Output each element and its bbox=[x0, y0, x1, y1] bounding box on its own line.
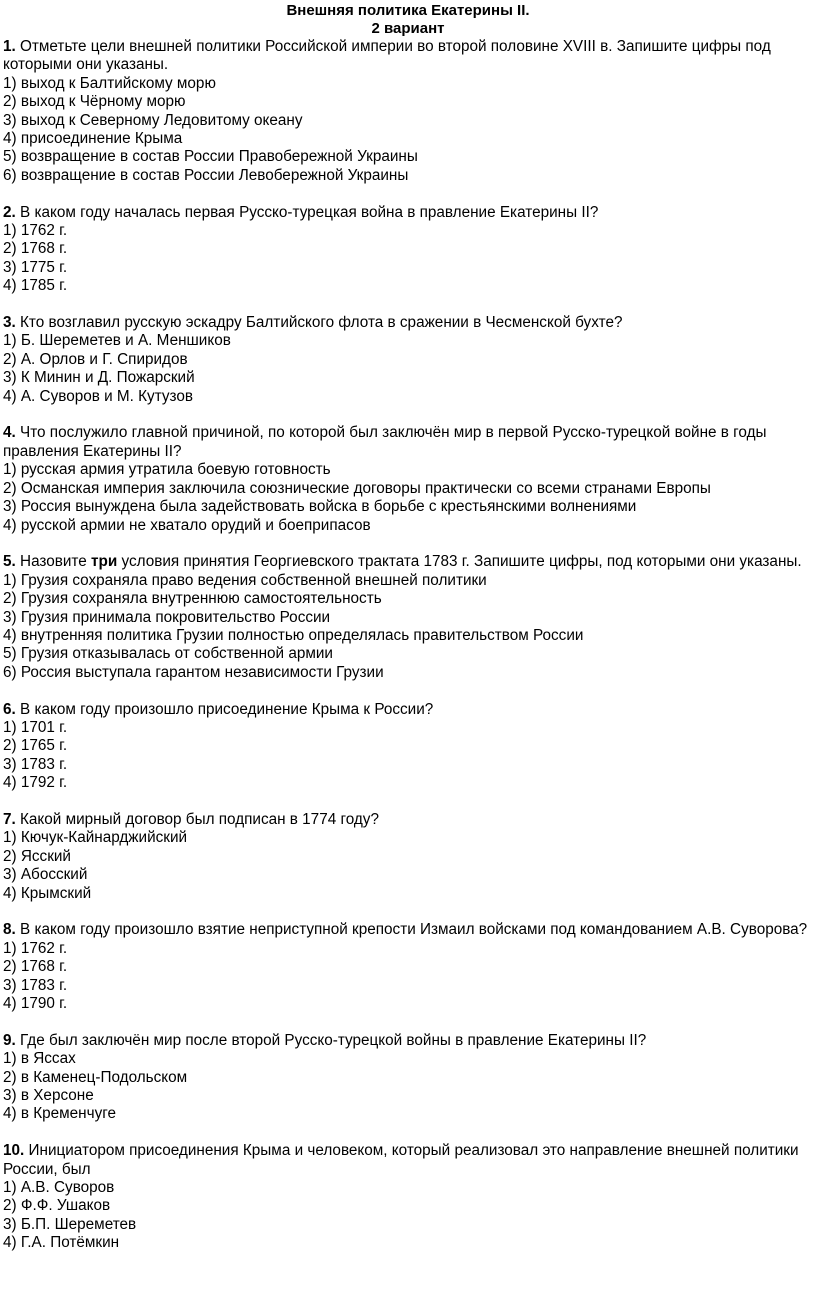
answer-option: 2) А. Орлов и Г. Спиридов bbox=[3, 350, 188, 368]
question-number: 3. bbox=[3, 314, 16, 332]
answer-option: 3) Б.П. Шереметев bbox=[3, 1215, 137, 1233]
answer-option: 3) 1783 г. bbox=[3, 976, 68, 994]
question-text: В каком году произошло взятие неприступной крепости Измаил войсками под командованием А.В. Суворова? bbox=[20, 921, 808, 939]
question-stem bbox=[3, 1142, 810, 1179]
question-10 bbox=[3, 1142, 810, 1252]
question-3 bbox=[3, 314, 810, 406]
question-2 bbox=[3, 204, 810, 296]
answer-option: 4) Г.А. Потёмкин bbox=[3, 1234, 120, 1252]
answer-option: 3) 1775 г. bbox=[3, 258, 68, 276]
question-9 bbox=[3, 1032, 810, 1124]
question-text-end: условия принятия Георгиевского трактата 1783 г. Запишите цифры, под которыми они указаны. bbox=[121, 553, 802, 571]
answer-option: 4) 1785 г. bbox=[3, 277, 68, 295]
answer-option: 2) 1765 г. bbox=[3, 737, 68, 755]
question-number: 6. bbox=[3, 700, 16, 718]
question-text-start: Назовите bbox=[20, 553, 87, 571]
answer-option: 2) выход к Чёрному морю bbox=[3, 93, 186, 111]
answer-option: 4) 1790 г. bbox=[3, 995, 68, 1013]
answer-option: 4) Крымский bbox=[3, 884, 92, 902]
answer-option: 3) Грузия принимала покровительство России bbox=[3, 608, 331, 626]
answer-option: 2) в Каменец-Подольском bbox=[3, 1068, 188, 1086]
question-stem bbox=[3, 811, 810, 829]
answer-option: 3) К Минин и Д. Пожарский bbox=[3, 369, 195, 387]
question-stem bbox=[3, 204, 810, 222]
question-text: Инициатором присоединения Крыма и человеком, который реализовал это направление внешней политики России, был bbox=[3, 1142, 799, 1178]
question-text: Отметьте цели внешней политики Российской империи во второй половине XVIII в. Запишите цифры под которыми они указаны. bbox=[3, 38, 771, 74]
question-emphasis: три bbox=[91, 553, 118, 571]
answer-option: 2) Ясский bbox=[3, 847, 71, 865]
answer-option: 1) в Яссах bbox=[3, 1050, 76, 1068]
answer-option: 1) русская армия утратила боевую готовность bbox=[3, 461, 331, 479]
question-8 bbox=[3, 921, 810, 1013]
answer-option: 4) 1792 г. bbox=[3, 774, 68, 792]
question-number: 4. bbox=[3, 424, 16, 442]
question-text: Какой мирный договор был подписан в 1774 году? bbox=[20, 810, 379, 828]
document-title: Внешняя политика Екатерины II. bbox=[286, 2, 530, 19]
answer-option: 2) 1768 г. bbox=[3, 240, 68, 258]
question-text: Где был заключён мир после второй Русско-турецкой войны в правление Екатерины II? bbox=[20, 1031, 647, 1049]
question-number: 2. bbox=[3, 203, 16, 221]
answer-option: 1) А.В. Суворов bbox=[3, 1179, 115, 1197]
answer-option: 1) Б. Шереметев и А. Меншиков bbox=[3, 332, 231, 350]
answer-option: 1) Грузия сохраняла право ведения собственной внешней политики bbox=[3, 571, 487, 589]
answer-option: 3) Абосский bbox=[3, 866, 88, 884]
answer-option: 2) Грузия сохраняла внутреннюю самостоятельность bbox=[3, 590, 382, 608]
answer-option: 4) внутренняя политика Грузии полностью определялась правительством России bbox=[3, 626, 584, 644]
question-text: Кто возглавил русскую эскадру Балтийского флота в сражении в Чесменской бухте? bbox=[20, 314, 623, 332]
answer-option: 2) Ф.Ф. Ушаков bbox=[3, 1197, 111, 1215]
answer-option: 6) Россия выступала гарантом независимости Грузии bbox=[3, 663, 384, 681]
answer-option: 4) А. Суворов и М. Кутузов bbox=[3, 387, 194, 405]
answer-option: 1) 1762 г. bbox=[3, 939, 68, 957]
questions-list bbox=[0, 38, 816, 1253]
answer-option: 3) 1783 г. bbox=[3, 755, 68, 773]
question-number: 1. bbox=[3, 38, 16, 55]
answer-option: 4) в Кременчуге bbox=[3, 1105, 116, 1123]
answer-option: 1) 1762 г. bbox=[3, 222, 68, 240]
answer-option: 3) Россия вынуждена была задействовать войска в борьбе с крестьянскими волнениями bbox=[3, 498, 637, 516]
question-number: 7. bbox=[3, 810, 16, 828]
question-text: В каком году произошло присоединение Крыма к России? bbox=[20, 700, 434, 718]
question-number: 5. bbox=[3, 553, 16, 571]
question-1 bbox=[3, 38, 810, 185]
question-stem bbox=[3, 921, 810, 939]
answer-option: 2) 1768 г. bbox=[3, 958, 68, 976]
question-stem bbox=[3, 553, 810, 571]
answer-option: 1) Кючук-Кайнарджийский bbox=[3, 829, 188, 847]
answer-option: 5) Грузия отказывалась от собственной армии bbox=[3, 645, 333, 663]
question-stem bbox=[3, 1032, 810, 1050]
question-text: В каком году началась первая Русско-турецкая война в правление Екатерины II? bbox=[20, 203, 599, 221]
question-number: 8. bbox=[3, 921, 16, 939]
question-4 bbox=[3, 424, 810, 534]
answer-option: 2) Османская империя заключила союзнические договоры практически со всеми странами Европы bbox=[3, 479, 711, 497]
question-stem bbox=[3, 424, 810, 461]
question-stem bbox=[3, 38, 810, 75]
question-stem bbox=[3, 701, 810, 719]
question-7 bbox=[3, 811, 810, 903]
answer-option: 3) в Херсоне bbox=[3, 1087, 94, 1105]
answer-option: 4) русской армии не хватало орудий и боеприпасов bbox=[3, 516, 371, 534]
question-stem bbox=[3, 314, 810, 332]
question-number: 10. bbox=[3, 1142, 25, 1160]
question-6 bbox=[3, 701, 810, 793]
answer-option: 1) выход к Балтийскому морю bbox=[3, 74, 216, 92]
question-text: Что послужило главной причиной, по которой был заключён мир в первой Русско-турецкой войне в годы правления Екатерины II? bbox=[3, 424, 767, 460]
variant-label: 2 вариант bbox=[371, 20, 445, 37]
question-number: 9. bbox=[3, 1031, 16, 1049]
answer-option: 4) присоединение Крыма bbox=[3, 130, 183, 148]
answer-option: 5) возвращение в состав России Правобережной Украины bbox=[3, 148, 418, 166]
answer-option: 6) возвращение в состав России Левобережной Украины bbox=[3, 166, 409, 184]
question-5 bbox=[3, 553, 810, 682]
answer-option: 3) выход к Северному Ледовитому океану bbox=[3, 111, 303, 129]
answer-option: 1) 1701 г. bbox=[3, 718, 68, 736]
